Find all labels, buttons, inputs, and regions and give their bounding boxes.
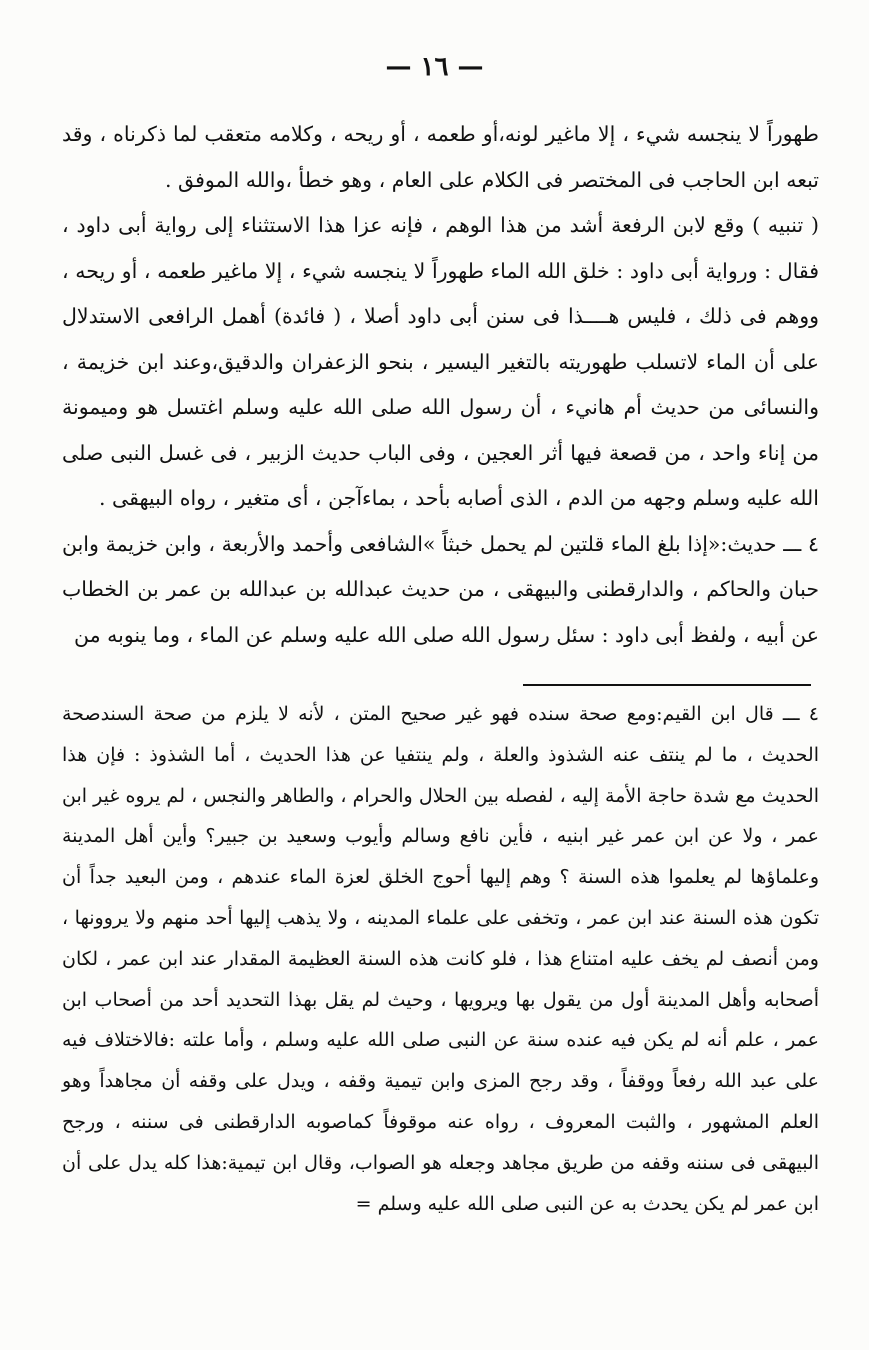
footnote (62, 694, 819, 1224)
paragraph-intro: طهوراً لا ينجسه شيء ، إلا ماغير لونه،أو طعمه ، أو ريحه ، وكلامه متعقب لما ذكرناه ، وقد تبعه ابن الحاجب فى المختصر فى الكلام على العام ، وهو خطأ ،والله الموفق . (62, 122, 819, 192)
main-text (62, 112, 819, 658)
paragraph-tanbih: ( تنبيه ) وقع لابن الرفعة أشد من هذا الوهم ، فإنه عزا هذا الاستثناء إلى رواية أبى داود ، فقال : ورواية أبى داود : خلق الله الماء طهوراً لا ينجسه شيء ، إلا ماغير طعمه ، أو ريحه ، ووهم فى ذلك ، فليس هــــذا فى سنن أبى داود أصلا ، ( فائدة) أهمل الرافعى الاستدلال على أن الماء لاتسلب طهوريته بالتغير اليسير ، بنحو الزعفران والدقيق،وعند ابن خزيمة ، والنسائى من حديث أم هانيء ، أن رسول الله صلى الله عليه وسلم اغتسل هو وميمونة من إناء واحد ، من قصعة فيها أثر العجين ، وفى الباب حديث الزبير ، فى غسل النبى صلى الله عليه وسلم وجهه من الدم ، الذى أصابه بأحد ، بماءآجن ، أى متغير ، رواه البيهقى . (62, 213, 819, 510)
page-number: — ١٦ — (385, 52, 484, 82)
footnote-divider (523, 684, 811, 686)
paragraph-hadith-4: ٤ ـــ حديث:«إذا بلغ الماء قلتين لم يحمل خبثاً »الشافعى وأحمد والأربعة ، وابن خزيمة وابن حبان والحاكم ، والدارقطنى والبيهقى ، من حديث عبدالله بن عبدالله بن عمر بن الخطاب عن أبيه ، ولفظ أبى داود : سئل رسول الله صلى الله عليه وسلم عن الماء ، وما ينوبه من (62, 531, 819, 647)
footnote-text: ٤ ـــ قال ابن القيم:ومع صحة سنده فهو غير صحيح المتن ، لأنه لا يلزم من صحة السندصحة الحديث ، ما لم ينتف عنه الشذوذ والعلة ، ولم ينتفيا عن هذا الحديث ، أما الشذوذ : فإن هذا الحديث مع شدة حاجة الأمة إليه ، لفصله بين الحلال والحرام ، والطاهر والنجس ، لم يروه غير ابن عمر ، ولا عن ابن عمر غير ابنيه ، فأين نافع وسالم وأيوب وسعيد بن جبير؟ وأين أهل المدينة وعلماؤها لم يعلموا هذه السنة ؟ وهم إليها أحوج الخلق لعزة الماء عندهم ، ومن البعيد جداً أن تكون هذه السنة عند ابن عمر ، وتخفى على علماء المدينه ، ولا يذهب إليها أحد منهم ولا يروونها ، ومن أنصف لم يخف عليه امتناع هذا ، فلو كانت هذه السنة العظيمة المقدار عند ابن عمر ، لكان أصحابه وأهل المدينة أول من يقول بها ويرويها ، وحيث لم يقل بهذا التحديد أحد من أصحاب ابن عمر ، علم أنه لم يكن فيه عنده سنة عن النبى صلى الله عليه وسلم ، وأما علته :فالاختلاف فيه على عبد الله رفعاً ووقفاً ، وقد رجح المزى وابن تيمية وقفه ، ويدل على وقفه أن مجاهداً وهو العلم المشهور ، والثبت المعروف ، رواه عنه موقوفاً كماصوبه الدارقطنى فى سننه ، ورجح البيهقى فى سننه وقفه من طريق مجاهد وجعله هو الصواب، وقال ابن تيمية:هذا كله يدل على أن ابن عمر لم يكن يحدث به عن النبى صلى الله عليه وسلم = (62, 703, 819, 1215)
